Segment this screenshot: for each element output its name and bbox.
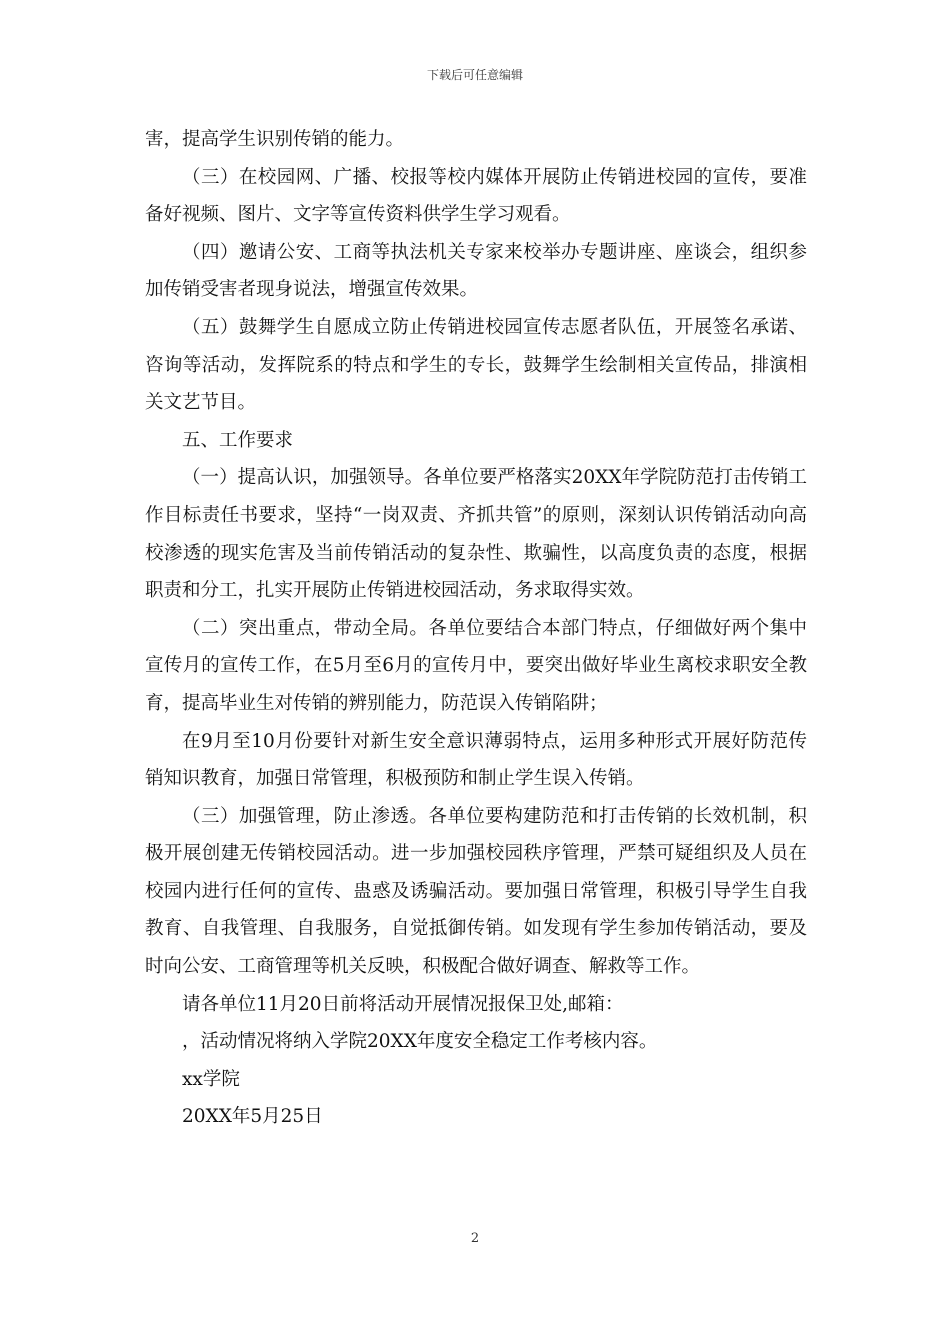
paragraph: （四）邀请公安、工商等执法机关专家来校举办专题讲座、座谈会，组织参加传销受害者现身说法，增强宣传效果。 (145, 241, 807, 301)
paragraph: （二）突出重点，带动全局。各单位要结合本部门特点，仔细做好两个集中宣传月的宣传工作，在5月至6月的宣传月中，要突出做好毕业生离校求职安全教育，提高毕业生对传销的辨别能力，防范误入传销陷阱； (145, 617, 807, 714)
paragraph: 请各单位11月20日前将活动开展情况报保卫处,邮箱： (182, 993, 624, 1015)
paragraph: （一）提高认识，加强领导。各单位要严格落实20XX年学院防范打击传销工作目标责任书要求，坚持“一岗双责、齐抓共管”的原则，深刻认识传销活动向高校渗透的现实危害及当前传销活动的复杂性、欺骗性，以高度负责的态度，根据职责和分工，扎实开展防止传销进校园活动，务求取得实效。 (145, 467, 807, 602)
paragraph: （三）在校园网、广播、校报等校内媒体开展防止传销进校园的宣传，要准备好视频、图片、文字等宣传资料供学生学习观看。 (145, 166, 807, 226)
document-body (145, 121, 807, 1136)
signature-org: xx学院 (182, 1068, 240, 1090)
paragraph: 害，提高学生识别传销的能力。 (145, 129, 405, 150)
paragraph: 在9月至10月份要针对新生安全意识薄弱特点，运用多种形式开展好防范传销知识教育，加强日常管理，积极预防和制止学生误入传销。 (145, 730, 807, 790)
paragraph: ，活动情况将纳入学院20XX年度安全稳定工作考核内容。 (182, 1031, 658, 1053)
section-heading: 五、工作要求 (182, 429, 294, 451)
page-number: 2 (470, 1231, 480, 1246)
page-header: 下载后可任意编辑 (426, 68, 523, 82)
paragraph: （五）鼓舞学生自愿成立防止传销进校园宣传志愿者队伍，开展签名承诺、咨询等活动，发挥院系的特点和学生的专长，鼓舞学生绘制相关宣传品，排演相关文艺节目。 (145, 316, 807, 414)
signature-date: 20XX年5月25日 (182, 1106, 323, 1128)
paragraph: （三）加强管理，防止渗透。各单位要构建防范和打击传销的长效机制，积极开展创建无传销校园活动。进一步加强校园秩序管理，严禁可疑组织及人员在校园内进行任何的宣传、蛊惑及诱骗活动。要加强日常管理，积极引导学生自我教育、自我管理、自我服务，自觉抵御传销。如发现有学生参加传销活动，要及时向公安、工商管理等机关反映，积极配合做好调查、解救等工作。 (145, 805, 807, 978)
